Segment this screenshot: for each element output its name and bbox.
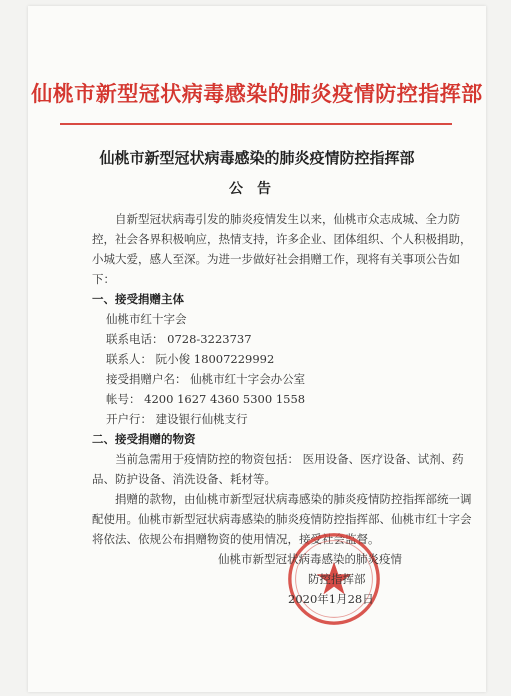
- document-body: [92, 209, 472, 549]
- supplies-paragraph: 当前急需用于疫情防控的物资包括： 医用设备、医疗设备、试剂、药品、防护设备、消洗设备、耗材等。: [92, 452, 464, 486]
- contact-person: 联系人： 阮小俊 18007229992: [106, 352, 275, 366]
- signature-date: 2020年1月28日: [288, 592, 374, 606]
- signature-block: [218, 549, 478, 609]
- intro-paragraph: 自新型冠状病毒引发的肺炎疫情发生以来，仙桃市众志成城、全力防控，社会各界积极响应，热情支持，许多企业、团体组织、个人积极捐助，小城大爱，感人至深。为进一步做好社会捐赠工作，现将有关事项公告如下：: [92, 212, 472, 286]
- account-number: 帐号： 4200 1627 4360 5300 1558: [106, 392, 306, 406]
- signature-org-line2: 防控指挥部: [308, 572, 366, 586]
- bank-name: 开户行： 建设银行仙桃支行: [106, 412, 248, 426]
- section2-heading: 二、接受捐赠的物资: [92, 432, 196, 446]
- account-name: 接受捐赠户名： 仙桃市红十字会办公室: [106, 372, 306, 386]
- contact-phone: 联系电话： 0728-3223737: [106, 332, 252, 346]
- signature-org: 仙桃市新型冠状病毒感染的肺炎疫情: [218, 552, 402, 566]
- document-subtitle: 公告: [229, 181, 285, 197]
- section1-heading: 一、接受捐赠主体: [92, 292, 184, 306]
- document-page: [28, 6, 486, 692]
- org-name: 仙桃市红十字会: [106, 312, 187, 326]
- closing-paragraph: 捐赠的款物，由仙桃市新型冠状病毒感染的肺炎疫情防控指挥部统一调配使用。仙桃市新型冠状病毒感染的肺炎疫情防控指挥部、仙桃市红十字会将依法、依规公布捐赠物资的使用情况，接受社会监督。: [92, 492, 472, 546]
- document-title: 仙桃市新型冠状病毒感染的肺炎疫情防控指挥部: [99, 149, 415, 167]
- letterhead-divider: [60, 123, 452, 125]
- letterhead: 仙桃市新型冠状病毒感染的肺炎疫情防控指挥部: [31, 81, 483, 106]
